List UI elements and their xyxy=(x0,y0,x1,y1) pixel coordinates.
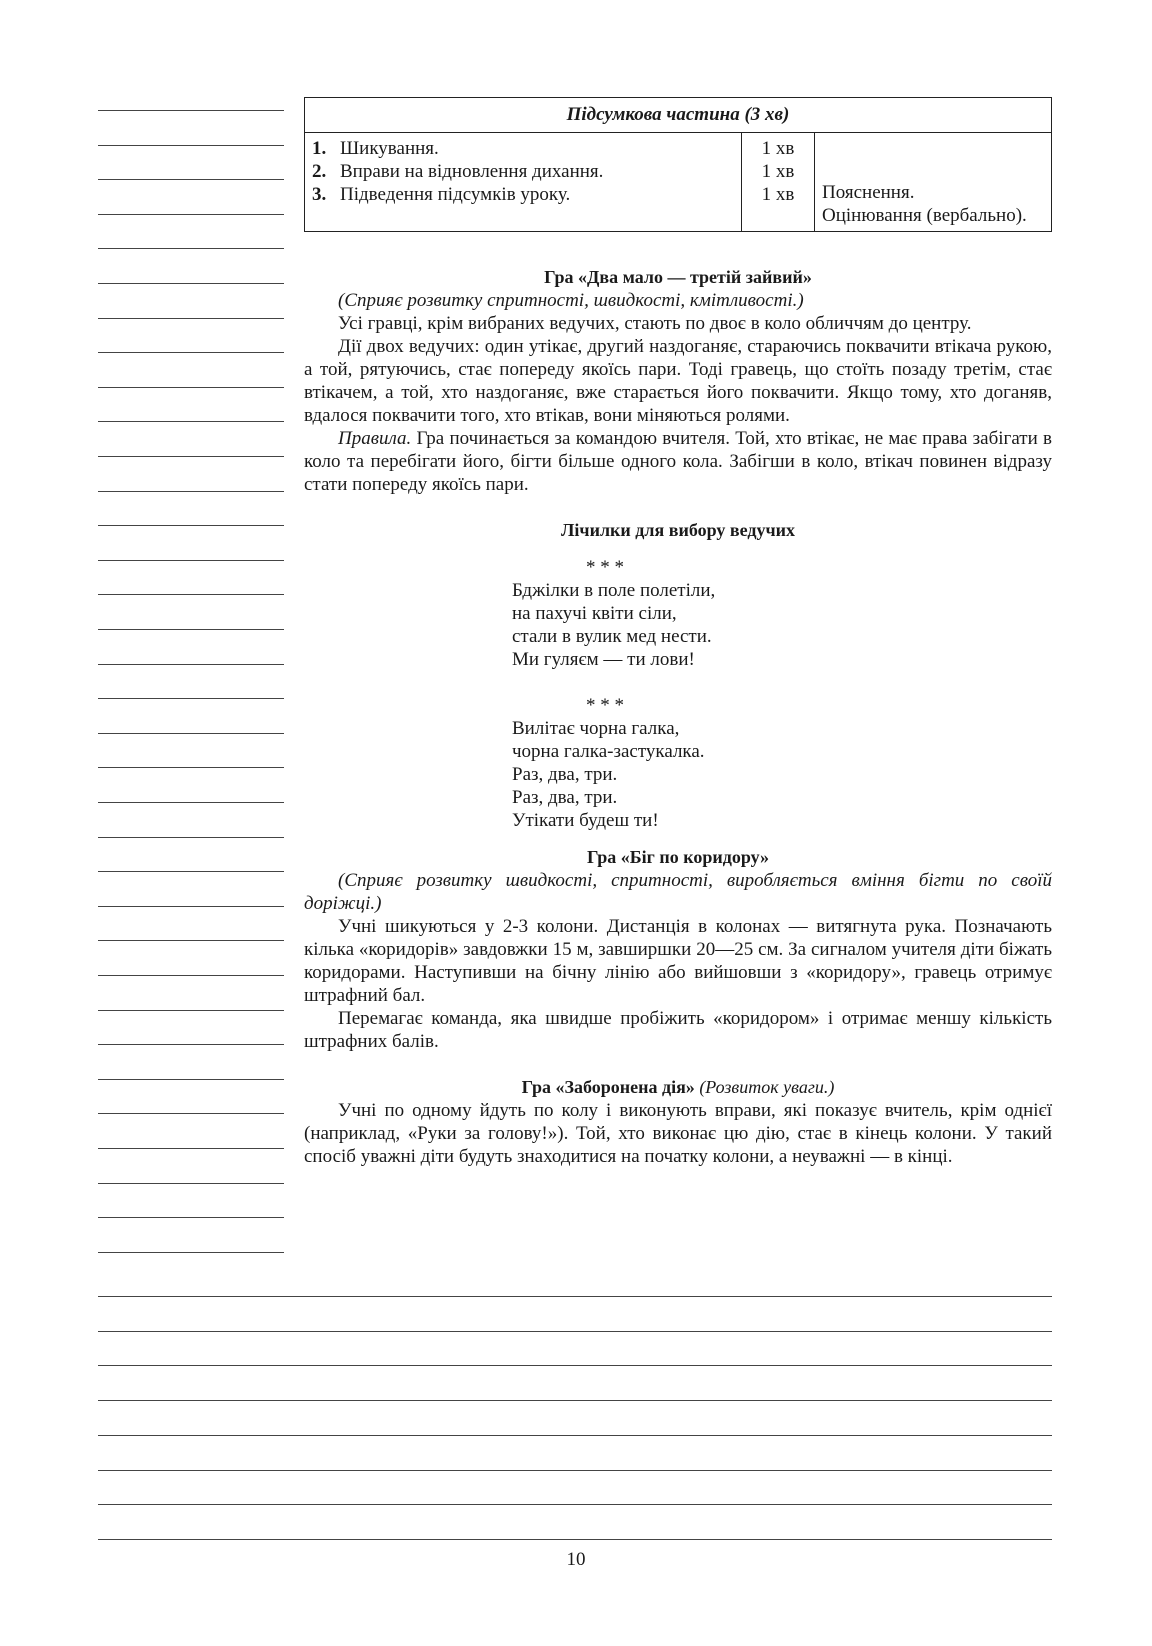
bottom-rule-line xyxy=(98,1331,1052,1332)
item-text: Шикування. xyxy=(340,138,439,159)
game1-rules-paragraph xyxy=(304,427,1052,496)
margin-rule-line xyxy=(98,767,284,768)
item-number: 2. xyxy=(312,161,327,182)
table-time-cell xyxy=(742,133,815,232)
item-time: 1 хв xyxy=(761,161,795,182)
rhyme-line: Вилітає чорна галка, xyxy=(512,718,680,739)
margin-rule-line xyxy=(98,525,284,526)
stars-divider: * * * xyxy=(586,695,624,716)
margin-rule-line xyxy=(98,906,284,907)
table-items-cell xyxy=(305,133,742,232)
note-line: Оцінювання (вербально). xyxy=(822,205,1027,226)
margin-rule-line xyxy=(98,837,284,838)
margin-rule-line xyxy=(98,110,284,111)
rhyme-line: Бджілки в поле полетіли, xyxy=(512,580,716,601)
game2-paragraph: Перемагає команда, яка швидше пробіжить «коридором» і отримає меншу кількість штрафних балів. xyxy=(304,1008,1052,1052)
margin-rule-line xyxy=(98,456,284,457)
margin-rule-line xyxy=(98,733,284,734)
table-row xyxy=(312,183,735,206)
counting-title: Лічилки для вибору ведучих xyxy=(561,520,795,540)
margin-rule-line xyxy=(98,1252,284,1253)
page-content xyxy=(304,97,1052,1168)
rhyme-1 xyxy=(512,556,1052,832)
margin-rule-line xyxy=(98,421,284,422)
table-heading: Підсумкова частина (3 хв) xyxy=(305,98,1052,133)
bottom-rule-line xyxy=(98,1296,1052,1297)
margin-rule-line xyxy=(98,940,284,941)
bottom-rule-line xyxy=(98,1470,1052,1471)
margin-rule-line xyxy=(98,491,284,492)
margin-rule-line xyxy=(98,629,284,630)
margin-rule-line xyxy=(98,248,284,249)
bottom-rule-line xyxy=(98,1365,1052,1366)
margin-rule-line xyxy=(98,975,284,976)
margin-rule-line xyxy=(98,1079,284,1080)
margin-rule-line xyxy=(98,664,284,665)
game2-paragraph: Учні шикуються у 2-3 колони. Дистанція в колонах — витягнута рука. Позначають кілька «коридорів» завдовжки 15 м, завширшки 20—25 см. За сигналом учителя діти біжать коридорами. Наступивши на бічну лінію або вийшовши з «коридору», гравець отримує штрафний бал. xyxy=(304,916,1052,1006)
margin-rule-line xyxy=(98,1044,284,1045)
item-text: Вправи на відновлення дихання. xyxy=(340,161,604,182)
game1-paragraph: Усі гравці, крім вибраних ведучих, стають по двоє в коло обличчям до центру. xyxy=(338,313,972,334)
table-row xyxy=(312,137,735,160)
margin-rule-line xyxy=(98,560,284,561)
rules-text: Гра починається за командою вчителя. Той, хто втікає, не має права забігати в коло та перебігати його, бігти більше одного кола. Забігши в коло, втікач повинен відразу стати попереду якоїсь пари. xyxy=(304,428,1052,495)
game1-paragraph: Дії двох ведучих: один утікає, другий наздоганяє, стараючись поквачити втікача рукою, а той, рятуючись, стає попереду якоїсь пари. Тоді гравець, що стоїть позаду третім, стає втікачем, а той, хто наздоганяє, вже старається його поквачити. Якщо тому, хто доганяв, вдалося поквачити того, хто втікав, вони міняються ролями. xyxy=(304,336,1052,426)
rhyme-line: чорна галка-застукалка. xyxy=(512,741,705,762)
item-text: Підведення підсумків уроку. xyxy=(340,184,571,205)
item-time: 1 хв xyxy=(761,138,795,159)
game3-subtitle: (Розвиток уваги.) xyxy=(699,1077,835,1097)
stars-divider: * * * xyxy=(586,557,624,578)
margin-rule-line xyxy=(98,1183,284,1184)
margin-rule-line xyxy=(98,1148,284,1149)
margin-rule-line xyxy=(98,594,284,595)
item-number: 1. xyxy=(312,138,327,159)
rules-lead: Правила. xyxy=(338,428,412,449)
margin-rule-line xyxy=(98,1113,284,1114)
summary-table xyxy=(304,97,1052,232)
item-number: 3. xyxy=(312,184,327,205)
table-row xyxy=(312,160,735,183)
rhyme-line: на пахучі квіти сіли, xyxy=(512,603,677,624)
rhyme-line: Раз, два, три. xyxy=(512,787,618,808)
margin-rule-line xyxy=(98,352,284,353)
game1-title: Гра «Два мало — третій зайвий» xyxy=(544,267,812,287)
margin-rule-line xyxy=(98,1217,284,1218)
rhyme-line: Раз, два, три. xyxy=(512,764,618,785)
bottom-rule-line xyxy=(98,1539,1052,1540)
margin-rule-line xyxy=(98,283,284,284)
margin-rule-line xyxy=(98,145,284,146)
game1-subtitle: (Сприяє розвитку спритності, швидкості, кмітливості.) xyxy=(338,290,804,311)
bottom-rule-line xyxy=(98,1435,1052,1436)
bottom-rule-line xyxy=(98,1400,1052,1401)
margin-rule-line xyxy=(98,318,284,319)
rhyme-line: Ми гуляєм — ти лови! xyxy=(512,649,695,670)
rhyme-line: стали в вулик мед нести. xyxy=(512,626,712,647)
margin-rule-line xyxy=(98,871,284,872)
game2-title: Гра «Біг по коридору» xyxy=(586,847,770,867)
game3-title: Гра «Заборонена дія» xyxy=(521,1077,695,1097)
rhyme-line: Утікати будеш ти! xyxy=(512,810,659,831)
margin-rule-line xyxy=(98,802,284,803)
margin-rule-line xyxy=(98,179,284,180)
game3-title-line xyxy=(304,1076,1052,1099)
game3-paragraph: Учні по одному йдуть по колу і виконують вправи, які показує вчитель, крім однієї (наприклад, «Руки за голову!»). Той, хто виконає цю дію, стає в кінець колони. У такий спосіб уважні діти будуть знаходитися на початку колони, а неуважні — в кінці. xyxy=(304,1100,1052,1167)
note-line: Пояснення. xyxy=(822,182,915,203)
margin-rule-line xyxy=(98,698,284,699)
game2-subtitle: (Сприяє розвитку швидкості, спритності, виробляється вміння бігти по своїй доріжці.) xyxy=(304,870,1052,914)
page-number: 10 xyxy=(566,1549,586,1570)
item-time: 1 хв xyxy=(761,184,795,205)
table-notes-cell xyxy=(815,133,1052,232)
margin-rule-line xyxy=(98,214,284,215)
margin-rule-line xyxy=(98,1010,284,1011)
margin-rule-line xyxy=(98,387,284,388)
bottom-rule-line xyxy=(98,1504,1052,1505)
